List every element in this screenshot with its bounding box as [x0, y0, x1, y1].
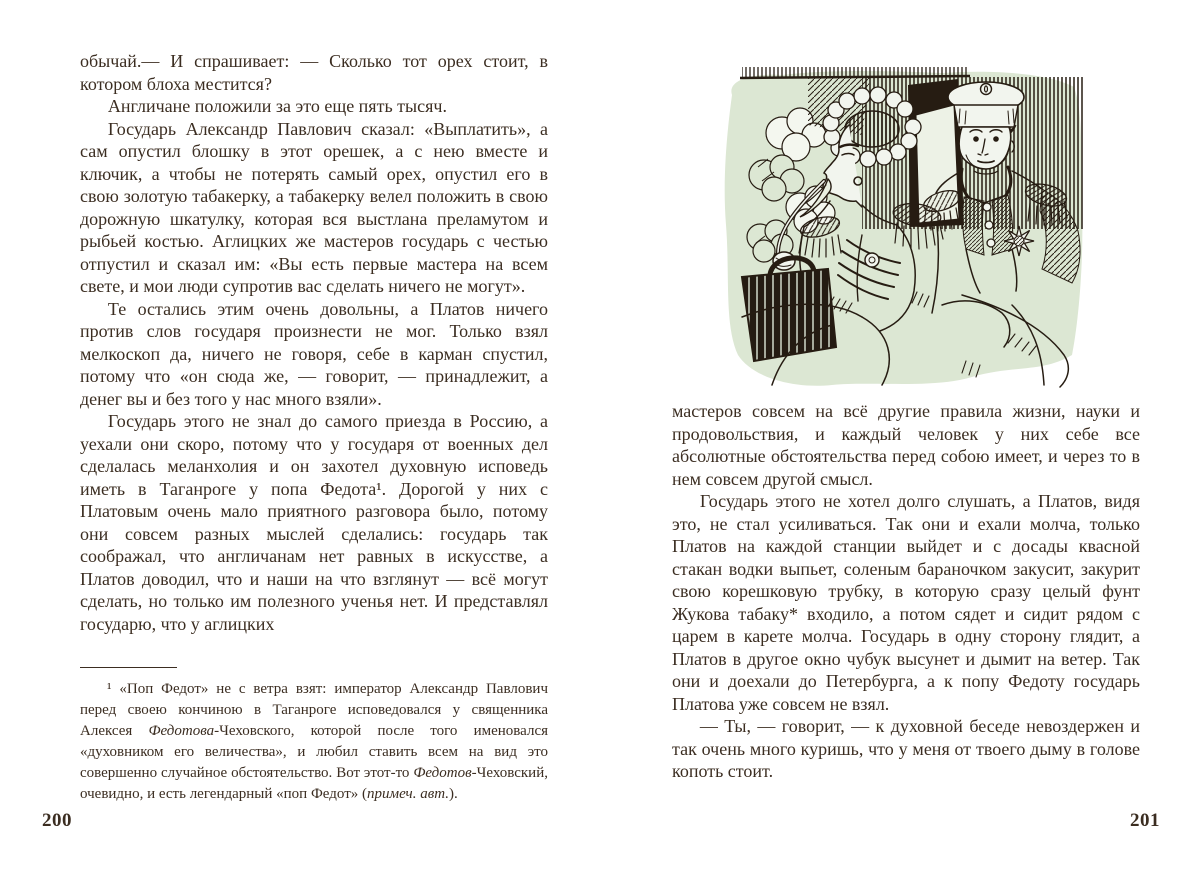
paragraph: — Ты, — говорит, — к духовной беседе невоздержен и так очень много куришь, что у меня от твоего дыму в голове копоть стоит.	[672, 716, 1140, 781]
paragraph: Англичане положили за это еще пять тысяч.	[107, 96, 447, 116]
left-page-text	[80, 50, 548, 635]
footnote: ¹ «Поп Федот» не с ветра взят: император Александр Павлович перед своею кончиною в Таганроге исповедовался у священника Алексея Федотова-Чеховского, которой после того именовался «духовником его величества», и любил ставить всем на вид это совершенно случайное обстоятельство. Вот этот-то Федотов-Чеховский, очевидно, и есть легендарный «поп Федот» (примеч. авт.).	[80, 681, 548, 802]
paragraph: Государь этого не знал до самого приезда в Россию, а уехали они скоро, потому что у государя от военных дел сделалась меланхолия и он захотел духовную исповедь иметь в Таганроге у попа Федота¹. Дорогой у них с Платовым очень мало приятного разговора было, потому они совсем разных мыслей сделались: государь так соображал, что англичанам нет равных в искусстве, а Платов доводил, что и наши на что взглянут — всё могут сделать, но только им полезного ученья нет. И представлял государю, что у аглицких	[80, 411, 548, 634]
paragraph: мастеров совсем на всё другие правила жизни, науки и продовольствия, и каждый человек у них себе все абсолютные обстоятельства перед собою имеет, и через то в нем совсем другой смысл.	[672, 401, 1140, 489]
page-right	[600, 0, 1200, 877]
medal	[865, 253, 879, 267]
right-page-text	[672, 400, 1140, 783]
order-star	[1004, 226, 1034, 256]
footnote-divider	[80, 667, 177, 668]
page-number-left: 200	[42, 810, 72, 831]
paragraph: обычай.— И спрашивает: — Сколько тот орех стоит, в котором блоха местится?	[80, 51, 548, 94]
illustration-platov-and-tsar-in-carriage	[712, 55, 1092, 393]
paragraph: Государь Александр Павлович сказал: «Выплатить», а сам опустил блошку в этот орешек, а с нею вместе и ключик, а чтобы не потерять самый орех, опустил его в свою золотую табакерку, а табакерку велел положить в свою дорожную шкатулку, которая вся выстлана преламутом и рыбьей костью. Аглицких же мастеров государь с честью отпустил и сказал им: «Вы есть первые мастера на всем свете, и мои люди супротив вас сделать ничего не могут».	[80, 118, 548, 296]
page-number-right: 201	[1130, 810, 1160, 831]
paragraph: Те остались этим очень довольны, а Платов ничего против слов государя произнести не мог. Только взял мелкоскоп да, ничего не говоря, себе в карман спустил, потому что «он сюда же, — говорит, — принадлежит, а денег вы и без того у нас много взяли».	[80, 298, 548, 409]
paragraph: Государь этого не хотел долго слушать, а Платов, видя это, не стал усиливаться. Так они и ехали молча, только Платов на каждой станции выйдет и с досады квасной стакан водки выпьет, соленым бараночком закусит, закурит свою корешковую трубку, в которую сразу целый фунт Жукова табаку* входило, а потом сядет и сидит рядом с царем в карете молча. Государь в одну сторону глядит, а Платов в другое окно чубук высунет и дымит на ветер. Так они и доехали до Петербурга, а к попу Федоту государь Платова уже совсем не взял.	[672, 491, 1140, 714]
